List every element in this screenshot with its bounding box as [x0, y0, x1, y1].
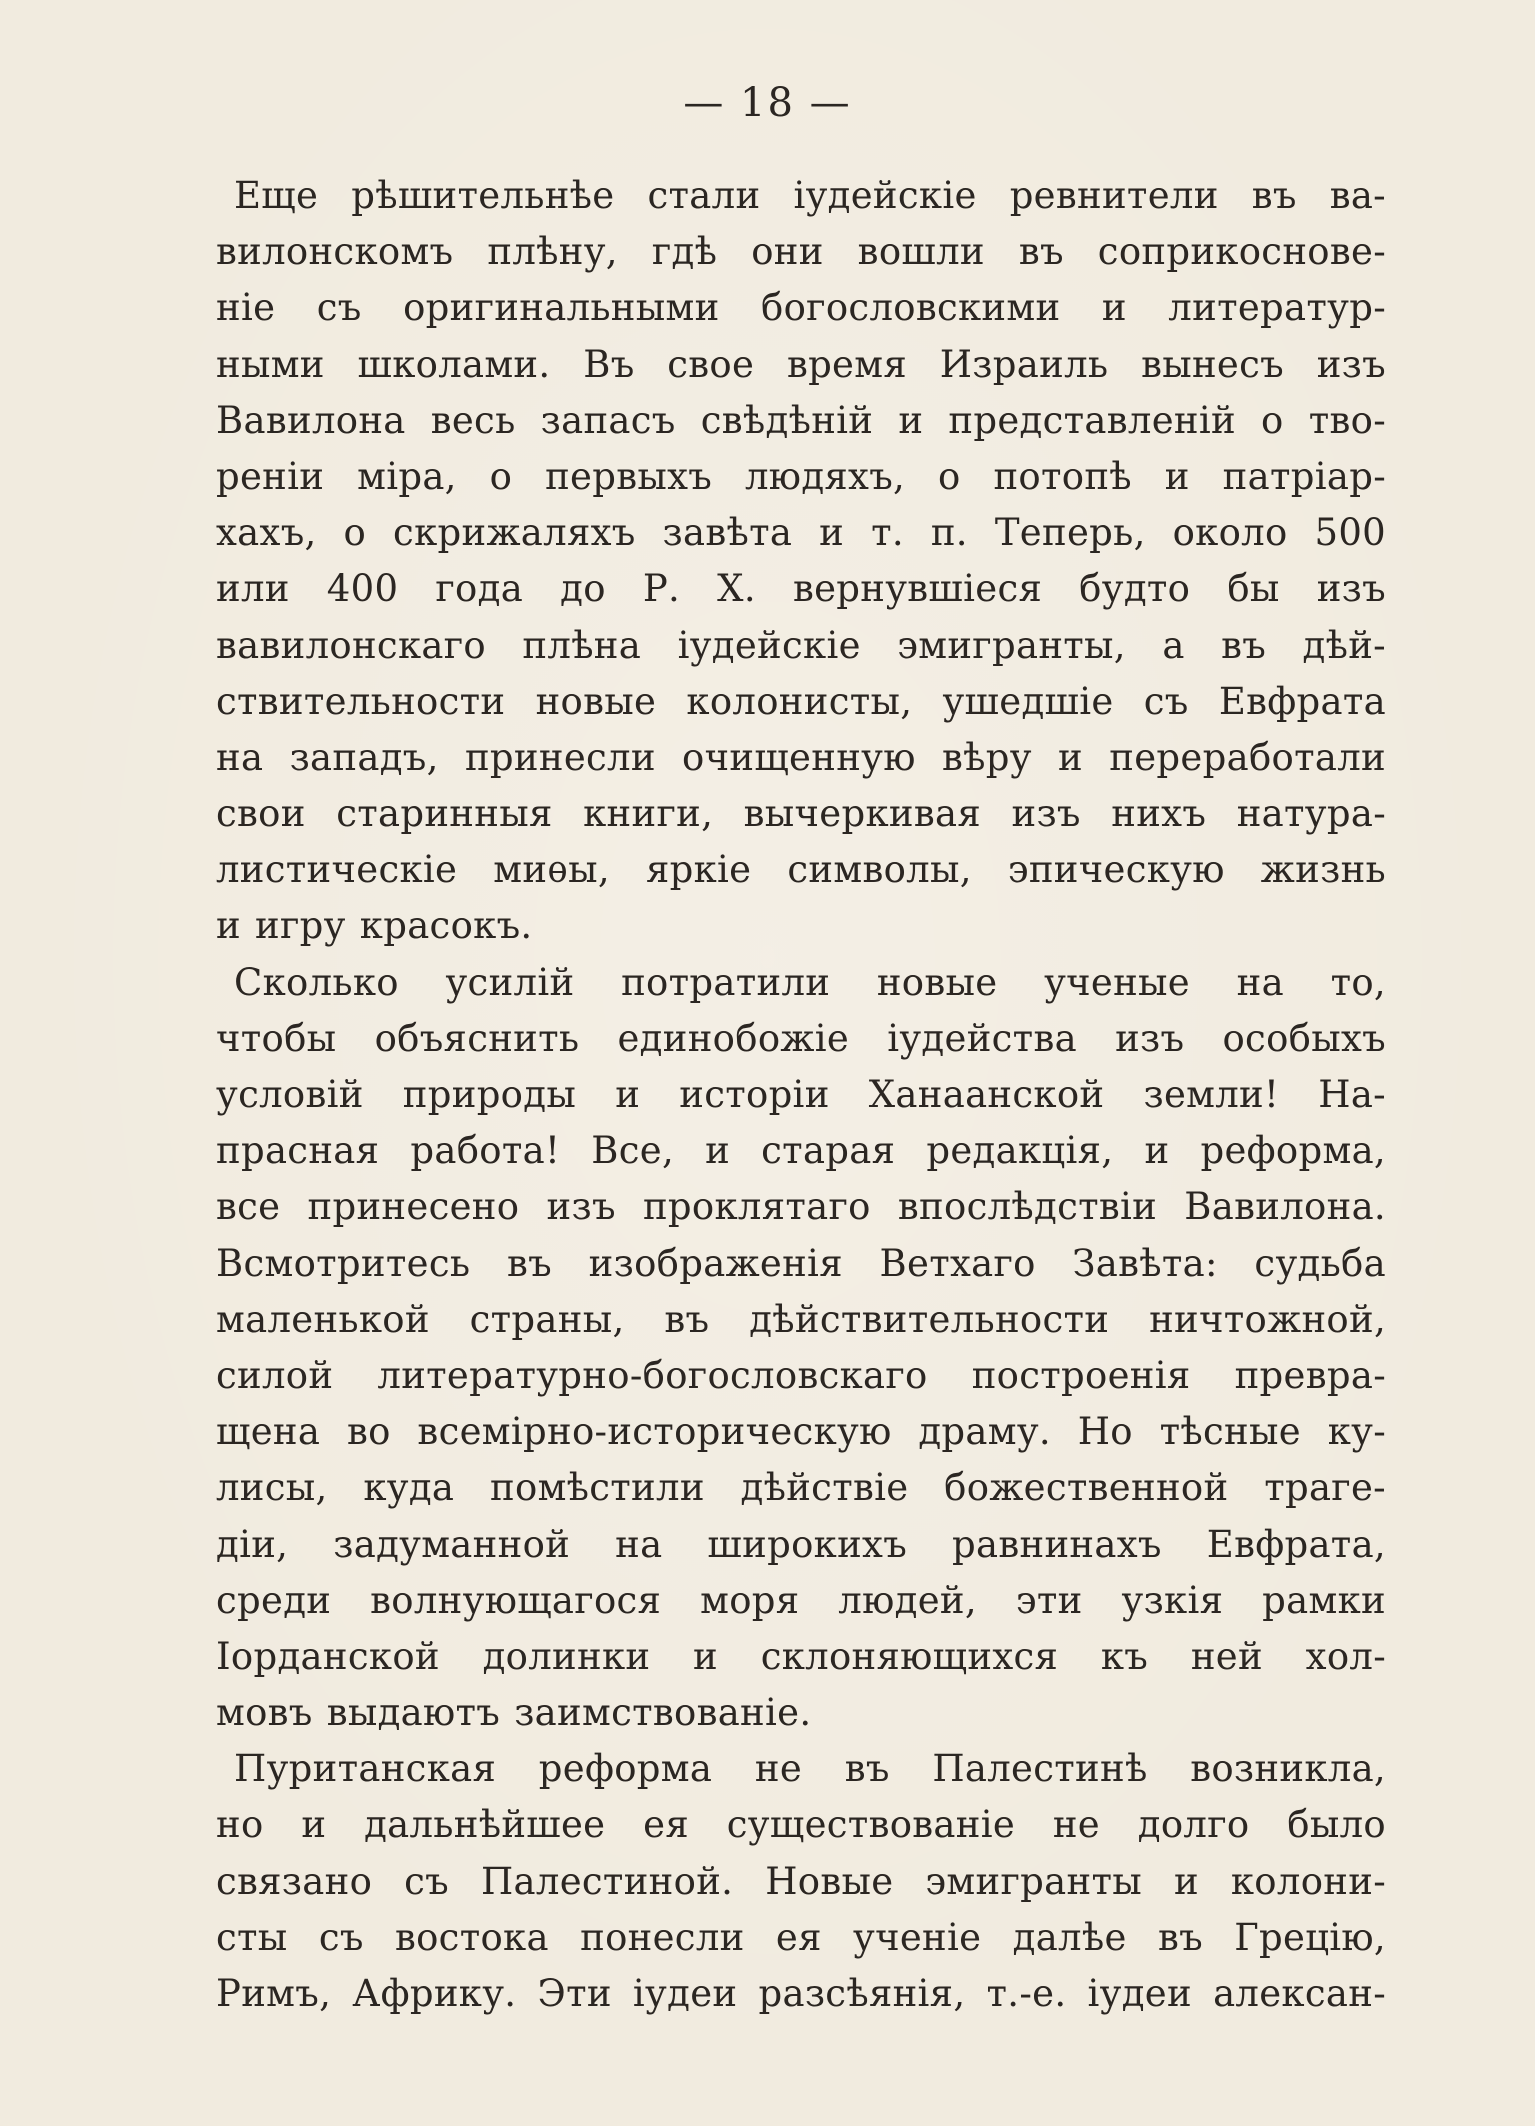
text-line: ствительности новые колонисты, ушедшіе съ Евфрата — [216, 679, 1386, 723]
text-line: сты съ востока понесли ея ученіе далѣе въ Грецію, — [216, 1915, 1386, 1959]
text-line: лисы, куда помѣстили дѣйствіе божественной траге- — [216, 1466, 1386, 1510]
text-line: діи, задуманной на широкихъ равнинахъ Евфрата, — [216, 1522, 1386, 1566]
text-line: щена во всемірно-историческую драму. Но тѣсные ку- — [216, 1410, 1386, 1454]
text-line: вилонскомъ плѣну, гдѣ они вошли въ соприкоснове- — [216, 230, 1386, 274]
text-line: реніи міра, о первыхъ людяхъ, о потопѣ и патріар- — [216, 454, 1386, 498]
text-line: силой литературно-богословскаго построенія превра- — [216, 1353, 1386, 1397]
text-line: мовъ выдаютъ заимствованіе. — [216, 1691, 812, 1735]
text-line: связано съ Палестиной. Новые эмигранты и колони- — [216, 1859, 1386, 1903]
body-text — [216, 168, 1386, 2022]
text-line: хахъ, о скрижаляхъ завѣта и т. п. Теперь, около 500 — [216, 511, 1386, 555]
text-line: Римъ, Африку. Эти іудеи разсѣянія, т.-е. іудеи алексан- — [216, 1972, 1386, 2015]
text-line: Пуританская реформа не въ Палестинѣ возникла, — [234, 1747, 1386, 1791]
text-line: ніе съ оригинальными богословскими и литератур- — [216, 286, 1386, 330]
text-line: среди волнующагося моря людей, эти узкія рамки — [216, 1578, 1386, 1622]
text-line: на западъ, принесли очищенную вѣру и переработали — [216, 735, 1386, 779]
text-line: вавилонскаго плѣна іудейскіе эмигранты, а въ дѣй- — [216, 623, 1386, 667]
text-line: Еще рѣшительнѣе стали іудейскіе ревнители въ ва- — [234, 174, 1386, 217]
text-line: и игру красокъ. — [216, 904, 533, 948]
text-line: Іорданской долинки и склоняющихся къ ней хол- — [216, 1634, 1386, 1678]
text-line: условій природы и исторіи Ханаанской земли! На- — [216, 1073, 1386, 1116]
page-number: — 18 — — [683, 80, 852, 126]
text-line: прасная работа! Все, и старая редакція, и реформа, — [216, 1129, 1386, 1173]
text-line: свои старинныя книги, вычеркивая изъ нихъ натура- — [216, 792, 1386, 836]
text-line: чтобы объяснить единобожіе іудейства изъ особыхъ — [216, 1016, 1386, 1060]
paragraph-2 — [216, 955, 1386, 1742]
text-line: ными школами. Въ свое время Израиль вынесъ изъ — [216, 342, 1386, 386]
text-line: Вавилона весь запасъ свѣдѣній и представленій о тво- — [216, 398, 1386, 442]
text-line: листическіе миѳы, яркіе символы, эпическую жизнь — [216, 848, 1386, 892]
paragraph-3 — [216, 1741, 1386, 2022]
paragraph-1 — [216, 168, 1386, 955]
text-line: Всмотритесь въ изображенія Ветхаго Завѣта: судьба — [216, 1241, 1386, 1285]
text-line: все принесено изъ проклятаго впослѣдствіи Вавилона. — [216, 1185, 1386, 1229]
text-line: или 400 года до Р. Х. вернувшіеся будто бы изъ — [216, 567, 1386, 611]
text-line: но и дальнѣйшее ея существованіе не долго было — [216, 1803, 1386, 1847]
text-line: маленькой страны, въ дѣйствительности ничтожной, — [216, 1297, 1386, 1341]
text-line: Сколько усилій потратили новые ученые на то, — [234, 960, 1386, 1004]
